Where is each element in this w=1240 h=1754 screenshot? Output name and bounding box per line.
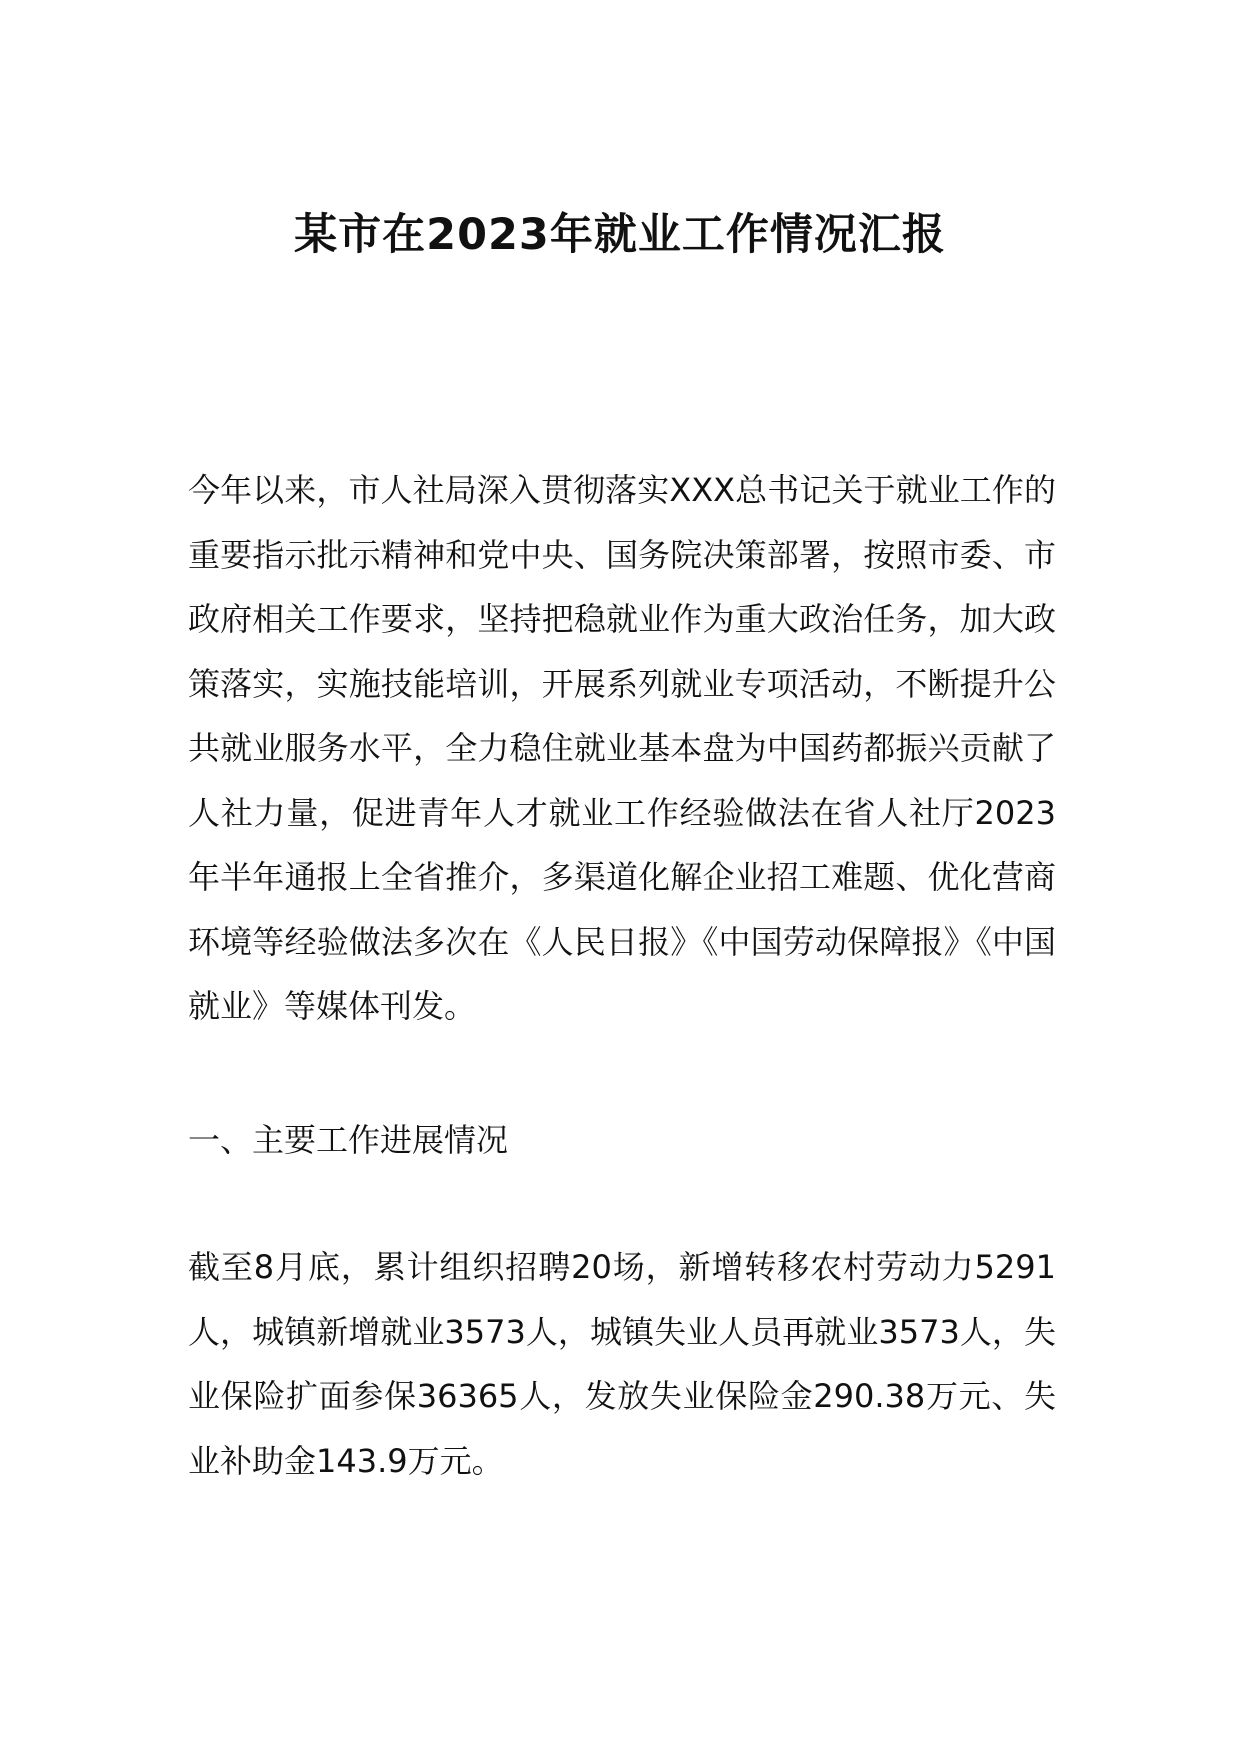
document-title: 某市在2023年就业工作情况汇报 <box>294 210 946 260</box>
section-heading: 一、主要工作进展情况 <box>188 1121 509 1159</box>
intro-paragraph: 今年以来，市人社局深入贯彻落实XXX总书记关于就业工作的重要指示批示精神和党中央、国务院决策部署，按照市委、市政府相关工作要求，坚持把稳就业作为重大政治任务，加大政策落实，实施技能培训，开展系列就业专项活动，不断提升公共就业服务水平，全力稳住就业基本盘为中国药都振兴贡献了人社力量，促进青年人才就业工作经验做法在省人社厅2023年半年通报上全省推介，多渠道化解企业招工难题、优化营商环境等经验做法多次在《人民日报》《中国劳动保障报》《中国就业》等媒体刊发。 <box>188 471 1056 1025</box>
stats-paragraph: 截至8月底，累计组织招聘20场，新增转移农村劳动力5291人，城镇新增就业3573人，城镇失业人员再就业3573人，失业保险扩面参保36365人，发放失业保险金290.38万元、失业补助金143.9万元。 <box>188 1248 1056 1480</box>
